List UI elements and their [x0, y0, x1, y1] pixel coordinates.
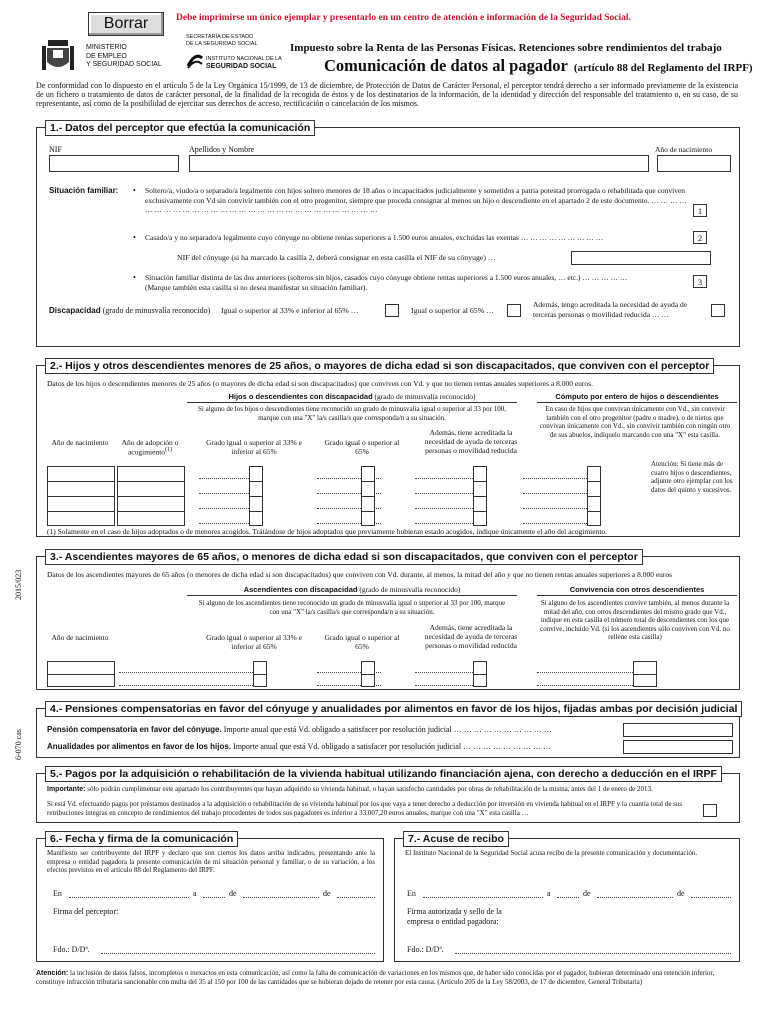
option-1-text: Soltero/a, viudo/a o separado/a legalmente con hijos soltero menores de 18 años o incapacitados judicialmente y sometidos a patria potestad prorrogada o rehabilitada que conviven exclusivamente con Vd sin convivir también con el otro progenitor, siempre que proceda consignar al menos un hijo o descendiente en el apartado 2 de este documento. … … … … … … … … … … … … … … … … … … … … … … … … … … … … …: [145, 186, 687, 214]
disability-33-label: Igual o superior al 33% e inferior al 65% …: [221, 306, 359, 315]
s3-conv-instr: Si alguno de los ascendientes convive también, al menos durante la mitad del año, con otros descendientes del mismo grado que Vd., indique en esta casilla el número total de descendientes con los que convive, incluido Vd. (si los ascendientes sólo conviven con Vd. no rellene esta casilla): [540, 599, 730, 641]
s7-year-input[interactable]: [691, 897, 731, 898]
s6-name-input[interactable]: [101, 953, 375, 954]
section-3-title: 3.- Ascendientes mayores de 65 años, o menores de dicha edad si son discapacitados, que conviven con el perceptor: [45, 549, 643, 565]
s7-de-1: de: [583, 889, 591, 898]
col-grade-65: Grado igual o superior al 65%: [324, 438, 400, 456]
s6-en: En: [53, 889, 62, 898]
form-code-top: 2015/023: [14, 569, 23, 600]
coat-of-arms-logo: [38, 36, 78, 76]
s6-de-2: de: [323, 889, 331, 898]
child-support-input[interactable]: [623, 740, 733, 754]
nif-input[interactable]: [49, 155, 179, 172]
nif-label: NIF: [49, 145, 62, 154]
birth-year-label: Año de nacimiento: [655, 145, 713, 154]
s7-en: En: [407, 889, 416, 898]
secretaria-name: SECRETARÍA DE ESTADO DE LA SEGURIDAD SOCIAL: [186, 34, 258, 47]
section-7-title: 7.- Acuse de recibo: [403, 831, 509, 847]
s4-line-1: Pensión compensatoria en favor del cónyuge. Importe anual que está Vd. obligado a satisfacer por resolución judicial … … … … … … … … … …: [47, 725, 552, 734]
s2-comp-head: Cómputo por entero de hijos o descendientes: [555, 392, 719, 401]
s2-note: Atención: Si tiene más de cuatro hijos o descendientes, adjunte otro ejemplar con los datos del quinto y sucesivos.: [651, 460, 733, 494]
col-birth: Año de nacimiento: [51, 438, 109, 447]
disability-label: Discapacidad (grado de minusvalía reconocido): [49, 306, 211, 315]
s7-a: a: [547, 889, 551, 898]
s6-day-input[interactable]: [203, 897, 225, 898]
s5-text: Si está Vd. efectuando pagos por préstamos destinados a la adquisición o rehabilitación de su vivienda habitual por los que vaya a tener derecho a deducción por inversión en vivienda habitual en el IRPF y la cuantía total de sus retribuciones íntegras en concepto de rendimientos del trabajo procedentes de todos sus pagadores es inferior a 33.007,20 euros anuales, marque con una "X" esta casilla …: [47, 800, 683, 817]
s7-place-input[interactable]: [423, 897, 543, 898]
inss-name: INSTITUTO NACIONAL DE LA SEGURIDAD SOCIAL: [206, 56, 282, 70]
s6-month-input[interactable]: [243, 897, 319, 898]
s3-disab-instr: Si alguno de los ascendientes tiene reconocido un grado de minusvalía igual o superior al 33 por 100, marque con una "X" la/s casilla/s que corresponda/n a su situación.: [198, 599, 506, 616]
s7-fdo-label: Fdo.: D/Dª.: [407, 945, 444, 954]
section-descendants: [36, 360, 740, 537]
disability-65-label: Igual o superior al 65% …: [411, 306, 494, 315]
family-situation-label: Situación familiar:: [49, 186, 119, 195]
name-label: Apellidos y Nombre: [189, 145, 255, 154]
form-title: Impuesto sobre la Renta de las Personas Físicas. Retenciones sobre rendimientos del trabajo: [290, 42, 722, 54]
s6-a: a: [193, 889, 197, 898]
s7-day-input[interactable]: [557, 897, 579, 898]
option-2-text: Casado/a y no separado/a legalmente cuyo cónyuge no obtiene rentas superiores a 1.500 euros anuales, excluidas las exentas … … … … … … … … …: [145, 233, 604, 242]
form-subtitle: Comunicación de datos al pagador (artículo 88 del Reglamento del IRPF): [324, 56, 753, 75]
s2-disab-head: Hijos o descendientes con discapacidad (grado de minusvalía reconocido): [228, 392, 476, 401]
birth-year-input[interactable]: [657, 155, 731, 172]
checkbox-3[interactable]: 3: [693, 275, 707, 288]
checkbox-2[interactable]: 2: [693, 231, 707, 244]
s3-col-grade-33: Grado igual o superior al 33% e inferior al 65%: [206, 633, 302, 651]
print-warning: Debe imprimirse un único ejemplar y presentarlo en un centro de atención e información de la Seguridad Social.: [176, 13, 631, 23]
name-input[interactable]: [189, 155, 649, 172]
section-ascendants: [36, 551, 740, 690]
housing-checkbox[interactable]: [703, 804, 717, 817]
section-perceptor: 1.- Datos del perceptor que efectúa la comunicación NIF Apellidos y Nombre Año de nacimiento Situación familiar: • Soltero/a, viudo/a o separado/a legalmente con hijos soltero menores de 18 años o incapacitados judicialmente y sometidos a patria potestad prorrogada o rehabilitada que conviven exclusivamente con Vd sin convivir también con el otro progenitor, siempre que proceda consignar al menos un hijo o descendiente en el apartado 2 de este documento. … … … … … … … … … … … … … … … … … … … … … … … … … … … … … 1 • Casado/a y no separado/a legalmente cuyo cónyuge no obtiene rentas superiores a 1.500 euros anuales, excluidas las exentas … … … … … … … … … 2 NIF del cónyuge (si ha marcado la casilla 2, deberá consignar en esta casilla el NIF de su cónyuge) … • Situación familiar distinta de las dos anteriores (solteros sin hijos, casados cuyo cónyuge obtiene rentas superiores a 1.500 euros anuales, … etc.) … … … … … (Marque también esta casilla si no desea manifestar su situación familiar). 3 Discapacidad (grado de minusvalía reconocido) Igual o superior al 33% e inferior al 65% … Igual o superior al 65% … Además, tengo acreditada la necesidad de ayuda de terceras personas o movilidad reducida … …: [36, 127, 740, 347]
s6-year-input[interactable]: [337, 897, 375, 898]
s7-de-2: de: [677, 889, 685, 898]
form-code-bottom: 6-070 cas: [14, 729, 23, 760]
s3-col-grade-65: Grado igual o superior al 65%: [324, 633, 400, 651]
spouse-nif-input[interactable]: [571, 251, 711, 265]
s3-conv-head: Convivencia con otros descendientes: [569, 585, 705, 594]
s2-disab-instr: Si alguno de los hijos o descendientes tiene reconocido un grado de minusvalía igual o superior al 33 por 100, marque con una "X" la/s casilla/s que corresponda/n a su situación.: [198, 405, 506, 422]
checkbox-1[interactable]: 1: [693, 204, 707, 217]
s7-name-input[interactable]: [455, 953, 731, 954]
spouse-pension-input[interactable]: [623, 723, 733, 737]
inss-logo-icon: [186, 52, 204, 70]
s5-important: Importante: sólo podrán cumplimentar este apartado los contribuyentes que hayan adquirido su vivienda habitual, o hayan satisfecho cantidades por obras de rehabilitación de la misma, antes del 1 de enero de 2013.: [47, 785, 653, 793]
section-housing: [36, 768, 740, 823]
data-protection-notice: De conformidad con lo dispuesto en el artículo 5 de la Ley Orgánica 15/1999, de 13 de diciembre, de Protección de Datos de Carácter Personal, el perceptor tendrá derecho a ser informado previamente de la existencia de un fichero o tratamiento de datos de carácter personal, de la finalidad de la recogida de éstos y de los destinatarios de la información, de la identidad y dirección del responsable del tratamiento o, en su caso, de su representante, así como de la posibilidad de ejercitar sus derechos de acceso, rectificación o cancelación de los mismos.: [36, 81, 738, 109]
spouse-nif-label: NIF del cónyuge (si ha marcado la casilla 2, deberá consignar en esta casilla el NIF de su cónyuge) …: [177, 253, 496, 262]
section-pensions: [36, 703, 740, 758]
col-help: Además, tiene acreditada la necesidad de ayuda de terceras personas o movilidad reducida: [424, 428, 518, 455]
s7-sign-label: Firma autorizada y sello de la empresa o entidad pagadora:: [407, 907, 502, 926]
s2-footnote: (1) Solamente en el caso de hijos adoptados o de menores acogidos. Trátándose de hijos adoptados que previamente hubieran estado acogidos, indique únicamente el año del acogimiento.: [47, 527, 608, 536]
s6-fdo-label: Fdo.: D/Dª.: [53, 945, 90, 954]
section-5-title: 5.- Pagos por la adquisición o rehabilitación de la vivienda habitual utilizando financiación ajena, con derecho a deducción en el IRPF: [45, 766, 722, 782]
s2-comp-instr: En caso de hijos que convivan únicamente con Vd., sin convivir también con el otro progenitor (padre o madre), o de nietos que convivan únicamente con Vd., sin convivir también con ningún otro de sus abuelos, indíquelo marcando con una "X" esta casilla.: [539, 405, 731, 439]
s3-col-help: Además, tiene acreditada la necesidad de ayuda de terceras personas o movilidad reducida: [424, 623, 518, 650]
ministry-name: MINISTERIO DE EMPLEO Y SEGURIDAD SOCIAL: [86, 44, 162, 68]
s6-sign-label: Firma del perceptor:: [53, 907, 119, 916]
s3-col-birth: Año de nacimiento: [51, 633, 109, 642]
section-1-title: 1.- Datos del perceptor que efectúa la comunicación: [45, 120, 315, 136]
col-adoption: Año de adopción o acogimiento$^{(1)}$: [121, 438, 179, 457]
disability-help-checkbox[interactable]: [711, 304, 725, 317]
s3-intro: Datos de los ascendientes mayores de 65 años (o menores de dicha edad si son discapacitados) que conviven con Vd. durante, al menos, la mitad del año y que no tienen rentas anuales superiores a 8.000 euros: [47, 570, 673, 579]
section-4-title: 4.- Pensiones compensatorias en favor del cónyuge y anualidades por alimentos en favor de los hijos, fijadas ambas por decisión judicial: [45, 701, 742, 717]
s7-month-input[interactable]: [597, 897, 673, 898]
s4-line-2: Anualidades por alimentos en favor de los hijos. Importe anual que está Vd. obligado a satisfacer por resolución judicial … … … … … … … … …: [47, 742, 552, 751]
disability-help-label: Además, tengo acreditada la necesidad de ayuda de terceras personas o movilidad reducida … …: [533, 300, 688, 319]
option-3-text: Situación familiar distinta de las dos anteriores (solteros sin hijos, casados cuyo cónyuge obtiene rentas superiores a 1.500 euros anuales, … etc.) … … … … … (Marque también esta casilla si no desea manifestar su situación familiar).: [145, 273, 628, 292]
s7-text: El Instituto Nacional de la Seguridad Social acusa recibo de la presente comunicación y documentación.: [405, 849, 698, 857]
s6-place-input[interactable]: [69, 897, 189, 898]
section-6-title: 6.- Fecha y firma de la comunicación: [45, 831, 238, 847]
footer-warning: Atención: la inclusión de datos falsos, incompletos o inexactos en esta comunicación, así como la falta de comunicación de variaciones en los mismos que, de haber sido conocidas por el pagador, hubieran determinado una retención inferior, constituye infracción tributaria sancionable con multa del 35 al 150 por 100 de las cantidades que se hubieran dejado de retener por esta causa. (Artículo 205 de la Ley 58/2003, de 17 de diciembre, General Tributaria): [36, 969, 715, 986]
section-signature: [36, 833, 384, 962]
section-2-title: 2.- Hijos y otros descendientes menores de 25 años, o mayores de dicha edad si son discapacitados, que conviven con el perceptor: [45, 358, 714, 374]
s2-intro: Datos de los hijos o descendientes menores de 25 años (o mayores de dicha edad si son discapacitados) que conviven con Vd. y que no tienen rentas anuales superiores a 8.000 euros.: [47, 379, 593, 388]
disability-33-checkbox[interactable]: [385, 304, 399, 317]
s3-disab-head: Ascendientes con discapacidad (grado de minusvalía reconocido): [243, 585, 461, 594]
s6-de-1: de: [229, 889, 237, 898]
delete-button[interactable]: Borrar: [88, 12, 164, 36]
col-grade-33: Grado igual o superior al 33% e inferior al 65%: [206, 438, 302, 456]
s6-text: Manifiesto ser contribuyente del IRPF y declaro que son ciertos los datos arriba indicados, presentando ante la empresa o entidad pagadora la presente comunicación de mi situación personal y familiar, o de su variación, a los efectos previstos en el artículo 88 del Reglamento del IRPF.: [47, 849, 375, 874]
section-receipt: [394, 833, 740, 962]
disability-65-checkbox[interactable]: [507, 304, 521, 317]
